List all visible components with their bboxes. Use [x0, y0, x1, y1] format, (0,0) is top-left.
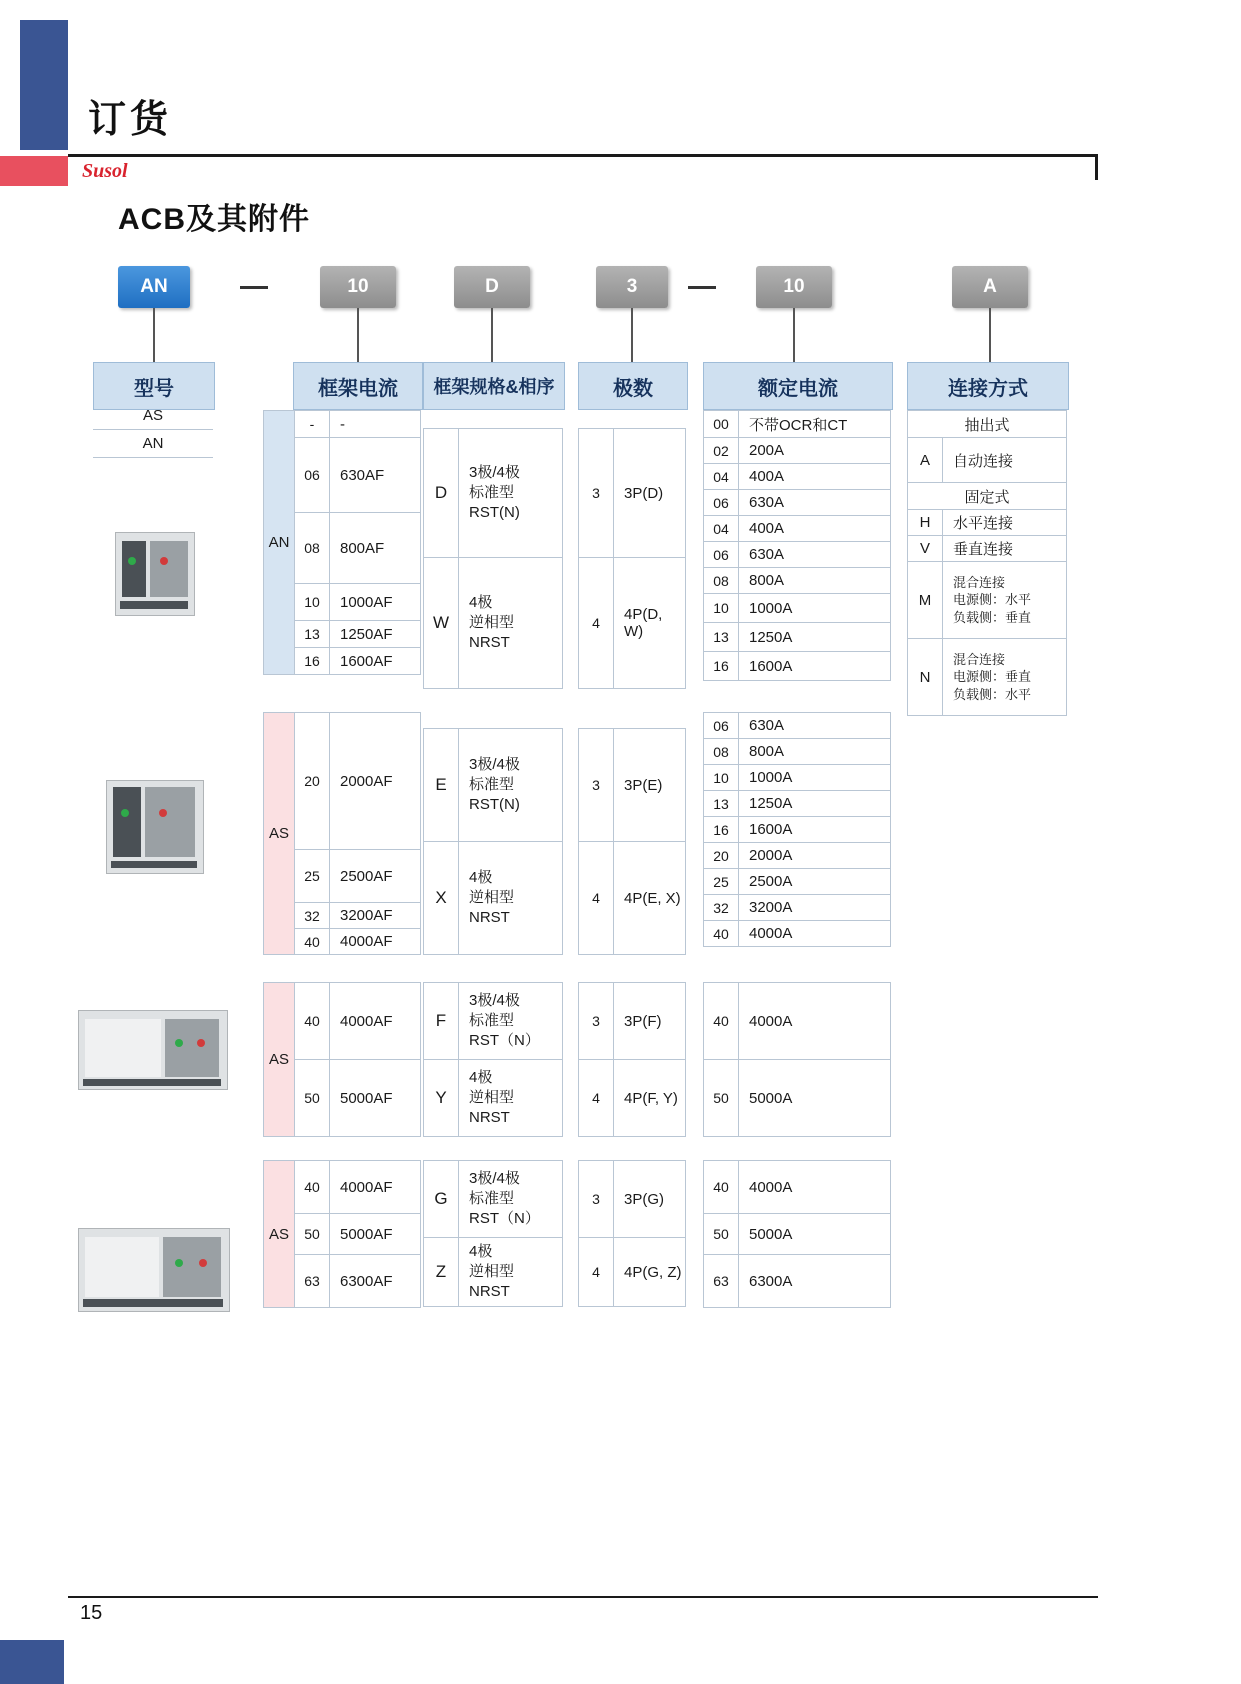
frame-value: 800AF — [330, 513, 421, 584]
product-photo-as-6300 — [78, 1228, 230, 1312]
table-row — [579, 729, 686, 842]
poles-code: 4 — [579, 558, 614, 689]
spec-line: NRST — [469, 1283, 510, 1301]
footer-divider — [68, 1596, 1098, 1598]
rated-code: 25 — [704, 869, 739, 895]
code-box-rated-current: 10 — [756, 266, 832, 308]
rated-value: 2000A — [739, 843, 891, 869]
frame-band-label: AS — [264, 713, 295, 955]
frame-code: 50 — [295, 1214, 330, 1255]
rated-value: 400A — [739, 516, 891, 542]
table-row — [908, 411, 1067, 438]
rated-value: 5000A — [739, 1060, 891, 1137]
spec-line: 4极 — [469, 1068, 493, 1086]
connection-line: 混合连接 — [953, 574, 1006, 590]
spec-line: RST(N) — [469, 796, 520, 814]
spec-code: E — [424, 729, 459, 842]
frame-code: 08 — [295, 513, 330, 584]
table-row — [704, 843, 891, 869]
rated-code: 04 — [704, 516, 739, 542]
spec-line: 标准型 — [469, 775, 515, 793]
spec-code: Z — [424, 1238, 459, 1307]
connection-code: N — [908, 639, 943, 716]
rated-code: 40 — [704, 983, 739, 1060]
rated-value: 1600A — [739, 652, 891, 681]
poles-value: 3P(E) — [614, 729, 686, 842]
rated-value: 630A — [739, 542, 891, 568]
poles-table-1 — [578, 428, 686, 689]
connection-section-title: 固定式 — [908, 483, 1067, 510]
frame-spec-table-4 — [423, 1160, 563, 1307]
connection-desc: 水平连接 — [943, 510, 1067, 536]
poles-code: 3 — [579, 429, 614, 558]
code-box-frame-current: 10 — [320, 266, 396, 308]
colhead-frame-current: 框架电流 — [293, 362, 423, 410]
rated-code: 10 — [704, 765, 739, 791]
rated-value: 3200A — [739, 895, 891, 921]
code-box-frame-spec: D — [454, 266, 530, 308]
rated-code: 40 — [704, 921, 739, 947]
connection-section-title: 抽出式 — [908, 411, 1067, 438]
rated-code: 04 — [704, 464, 739, 490]
spec-line: NRST — [469, 1109, 510, 1127]
frame-value: 1250AF — [330, 621, 421, 648]
connection-desc — [943, 639, 1067, 716]
connection-desc: 自动连接 — [943, 438, 1067, 483]
table-row — [424, 1238, 563, 1307]
page-title: 订货 — [88, 99, 173, 141]
table-row — [704, 765, 891, 791]
table-row — [264, 713, 421, 850]
rated-value: 200A — [739, 438, 891, 464]
poles-code: 4 — [579, 842, 614, 955]
spec-code: F — [424, 983, 459, 1060]
table-row — [264, 983, 421, 1060]
frame-value: 3200AF — [330, 903, 421, 929]
poles-code: 3 — [579, 983, 614, 1060]
rated-current-table-3 — [703, 982, 891, 1137]
spec-line: RST(N) — [469, 504, 520, 522]
table-row — [704, 516, 891, 542]
frame-value: 2500AF — [330, 850, 421, 903]
table-row — [704, 464, 891, 490]
frame-value: - — [330, 411, 421, 438]
poles-value: 4P(D, W) — [614, 558, 686, 689]
frame-value: 6300AF — [330, 1255, 421, 1308]
connection-line: 负载侧：水平 — [953, 686, 1032, 702]
connection-code: V — [908, 536, 943, 562]
frame-code: 50 — [295, 1060, 330, 1137]
model-item: AS — [93, 402, 213, 430]
poles-table-3 — [578, 982, 686, 1137]
table-row — [704, 652, 891, 681]
spec-line: 3极/4极 — [469, 1169, 520, 1187]
frame-current-table-2 — [263, 712, 421, 955]
frame-current-table-1 — [263, 410, 421, 675]
table-row — [424, 729, 563, 842]
rated-code: 50 — [704, 1060, 739, 1137]
spec-desc — [459, 842, 563, 955]
table-row — [424, 429, 563, 558]
frame-current-table-3 — [263, 982, 421, 1137]
spec-line: 逆相型 — [469, 1262, 515, 1280]
table-row — [908, 438, 1067, 483]
spec-line: RST（N） — [469, 1210, 540, 1228]
spec-line: 4极 — [469, 593, 493, 611]
frame-code: 25 — [295, 850, 330, 903]
rated-code: 10 — [704, 594, 739, 623]
frame-spec-table-1 — [423, 428, 563, 689]
table-row — [579, 1060, 686, 1137]
connection-line: 负载侧：垂直 — [953, 609, 1032, 625]
spec-desc — [459, 558, 563, 689]
table-row — [579, 842, 686, 955]
rated-value: 不带OCR和CT — [739, 411, 891, 438]
table-row — [704, 1060, 891, 1137]
rated-current-table-4 — [703, 1160, 891, 1308]
table-row — [704, 817, 891, 843]
connection-line: 电源侧：水平 — [953, 592, 1032, 608]
table-row — [704, 438, 891, 464]
table-row — [579, 983, 686, 1060]
rated-value: 630A — [739, 713, 891, 739]
table-row — [424, 558, 563, 689]
table-row — [704, 869, 891, 895]
brand-logo: Susol — [82, 160, 128, 182]
frame-value: 4000AF — [330, 1161, 421, 1214]
rated-current-table-2 — [703, 712, 891, 947]
frame-current-table-4 — [263, 1160, 421, 1308]
rated-value: 1250A — [739, 623, 891, 652]
colhead-connection: 连接方式 — [907, 362, 1069, 410]
colhead-poles: 极数 — [578, 362, 688, 410]
connection-code: M — [908, 562, 943, 639]
connection-line: 电源侧：垂直 — [953, 669, 1032, 685]
frame-value: 5000AF — [330, 1214, 421, 1255]
stem-model — [153, 308, 155, 362]
connection-table — [907, 410, 1067, 716]
rated-value: 5000A — [739, 1214, 891, 1255]
frame-value: 1000AF — [330, 584, 421, 621]
rated-value: 2500A — [739, 869, 891, 895]
table-row — [704, 1255, 891, 1308]
code-box-poles: 3 — [596, 266, 668, 308]
code-box-model: AN — [118, 266, 190, 308]
rated-value: 1250A — [739, 791, 891, 817]
spec-desc — [459, 1238, 563, 1307]
rated-code: 63 — [704, 1255, 739, 1308]
rated-value: 1000A — [739, 765, 891, 791]
frame-code: 06 — [295, 438, 330, 513]
header-red-bar — [0, 156, 68, 186]
frame-code: 13 — [295, 621, 330, 648]
poles-value: 4P(G, Z) — [614, 1238, 686, 1307]
colhead-rated-current: 额定电流 — [703, 362, 893, 410]
table-row — [704, 1214, 891, 1255]
poles-code: 3 — [579, 729, 614, 842]
table-row — [424, 1060, 563, 1137]
table-row — [579, 1238, 686, 1307]
spec-line: 标准型 — [469, 1011, 515, 1029]
spec-line: 4极 — [469, 1242, 493, 1260]
rated-code: 00 — [704, 411, 739, 438]
table-row — [704, 895, 891, 921]
frame-value: 1600AF — [330, 648, 421, 675]
table-row — [704, 568, 891, 594]
code-dash-2 — [688, 286, 716, 289]
spec-desc — [459, 983, 563, 1060]
table-row — [579, 558, 686, 689]
table-row — [908, 639, 1067, 716]
rated-code: 06 — [704, 713, 739, 739]
table-row — [908, 562, 1067, 639]
poles-value: 3P(F) — [614, 983, 686, 1060]
spec-line: NRST — [469, 634, 510, 652]
spec-code: W — [424, 558, 459, 689]
header-divider — [68, 154, 1098, 157]
rated-value: 630A — [739, 490, 891, 516]
rated-value: 4000A — [739, 983, 891, 1060]
frame-code: 16 — [295, 648, 330, 675]
rated-value: 800A — [739, 568, 891, 594]
connection-line: 混合连接 — [953, 651, 1006, 667]
frame-band-label: AS — [264, 983, 295, 1137]
table-row — [908, 510, 1067, 536]
stem-rated-current — [793, 308, 795, 362]
spec-line: 3极/4极 — [469, 463, 520, 481]
table-row — [704, 1161, 891, 1214]
table-row — [704, 921, 891, 947]
spec-line: 3极/4极 — [469, 991, 520, 1009]
table-row — [704, 594, 891, 623]
poles-code: 4 — [579, 1238, 614, 1307]
rated-code: 08 — [704, 568, 739, 594]
spec-line: 逆相型 — [469, 888, 515, 906]
spec-code: G — [424, 1161, 459, 1238]
poles-code: 4 — [579, 1060, 614, 1137]
frame-value: 2000AF — [330, 713, 421, 850]
table-row — [704, 713, 891, 739]
spec-desc — [459, 1060, 563, 1137]
model-item: AN — [93, 430, 213, 458]
spec-line: 3极/4极 — [469, 755, 520, 773]
spec-code: D — [424, 429, 459, 558]
rated-value: 1600A — [739, 817, 891, 843]
rated-code: 32 — [704, 895, 739, 921]
table-row — [424, 842, 563, 955]
table-row — [704, 411, 891, 438]
poles-code: 3 — [579, 1161, 614, 1238]
spec-line: 标准型 — [469, 1189, 515, 1207]
rated-code: 08 — [704, 739, 739, 765]
stem-frame-current — [357, 308, 359, 362]
code-dash-1 — [240, 286, 268, 289]
poles-value: 3P(D) — [614, 429, 686, 558]
header-divider-tick — [1095, 154, 1098, 180]
rated-value: 400A — [739, 464, 891, 490]
footer-blue-bar — [0, 1640, 64, 1684]
table-row — [908, 536, 1067, 562]
poles-value: 4P(F, Y) — [614, 1060, 686, 1137]
rated-code: 50 — [704, 1214, 739, 1255]
frame-value: 630AF — [330, 438, 421, 513]
product-photo-as-2000 — [106, 780, 204, 874]
spec-line: 逆相型 — [469, 1088, 515, 1106]
table-row — [704, 791, 891, 817]
poles-table-4 — [578, 1160, 686, 1307]
frame-code: 32 — [295, 903, 330, 929]
rated-value: 4000A — [739, 1161, 891, 1214]
frame-value: 4000AF — [330, 929, 421, 955]
section-title: ACB及其附件 — [118, 203, 310, 236]
table-row — [704, 623, 891, 652]
spec-desc — [459, 429, 563, 558]
connection-code: A — [908, 438, 943, 483]
frame-code: 63 — [295, 1255, 330, 1308]
table-row — [424, 983, 563, 1060]
frame-value: 4000AF — [330, 983, 421, 1060]
rated-code: 13 — [704, 791, 739, 817]
table-row — [908, 483, 1067, 510]
spec-line: 4极 — [469, 868, 493, 886]
table-row — [424, 1161, 563, 1238]
table-row — [264, 1161, 421, 1214]
spec-line: NRST — [469, 909, 510, 927]
frame-code: 20 — [295, 713, 330, 850]
frame-band-label: AN — [264, 411, 295, 675]
page-number: 15 — [80, 1602, 103, 1624]
frame-spec-table-2 — [423, 728, 563, 955]
stem-poles — [631, 308, 633, 362]
rated-value: 6300A — [739, 1255, 891, 1308]
table-row — [704, 542, 891, 568]
frame-code: 40 — [295, 929, 330, 955]
colhead-frame-spec: 框架规格&相序 — [423, 362, 565, 410]
connection-code: H — [908, 510, 943, 536]
spec-line: RST（N） — [469, 1032, 540, 1050]
rated-value: 1000A — [739, 594, 891, 623]
connection-desc — [943, 562, 1067, 639]
product-photo-as-4000 — [78, 1010, 228, 1090]
header-blue-bar — [20, 20, 68, 150]
table-row — [704, 490, 891, 516]
stem-connection — [989, 308, 991, 362]
connection-desc: 垂直连接 — [943, 536, 1067, 562]
rated-code: 13 — [704, 623, 739, 652]
table-row — [579, 429, 686, 558]
table-row — [264, 411, 421, 438]
frame-spec-table-3 — [423, 982, 563, 1137]
rated-value: 800A — [739, 739, 891, 765]
colhead-model: 型号 — [93, 362, 215, 410]
frame-code: - — [295, 411, 330, 438]
spec-code: Y — [424, 1060, 459, 1137]
spec-desc — [459, 1161, 563, 1238]
frame-code: 10 — [295, 584, 330, 621]
poles-table-2 — [578, 728, 686, 955]
poles-value: 3P(G) — [614, 1161, 686, 1238]
stem-frame-spec — [491, 308, 493, 362]
spec-code: X — [424, 842, 459, 955]
poles-value: 4P(E, X) — [614, 842, 686, 955]
rated-code: 06 — [704, 542, 739, 568]
spec-line: 标准型 — [469, 483, 515, 501]
model-list — [93, 402, 213, 458]
rated-code: 06 — [704, 490, 739, 516]
rated-code: 16 — [704, 817, 739, 843]
table-row — [579, 1161, 686, 1238]
frame-code: 40 — [295, 983, 330, 1060]
frame-band-label: AS — [264, 1161, 295, 1308]
rated-value: 4000A — [739, 921, 891, 947]
frame-value: 5000AF — [330, 1060, 421, 1137]
table-row — [704, 983, 891, 1060]
rated-current-table-1 — [703, 410, 891, 681]
code-box-connection: A — [952, 266, 1028, 308]
table-row — [704, 739, 891, 765]
product-photo-an — [115, 532, 195, 616]
frame-code: 40 — [295, 1161, 330, 1214]
spec-desc — [459, 729, 563, 842]
spec-line: 逆相型 — [469, 613, 515, 631]
rated-code: 02 — [704, 438, 739, 464]
rated-code: 20 — [704, 843, 739, 869]
rated-code: 16 — [704, 652, 739, 681]
rated-code: 40 — [704, 1161, 739, 1214]
